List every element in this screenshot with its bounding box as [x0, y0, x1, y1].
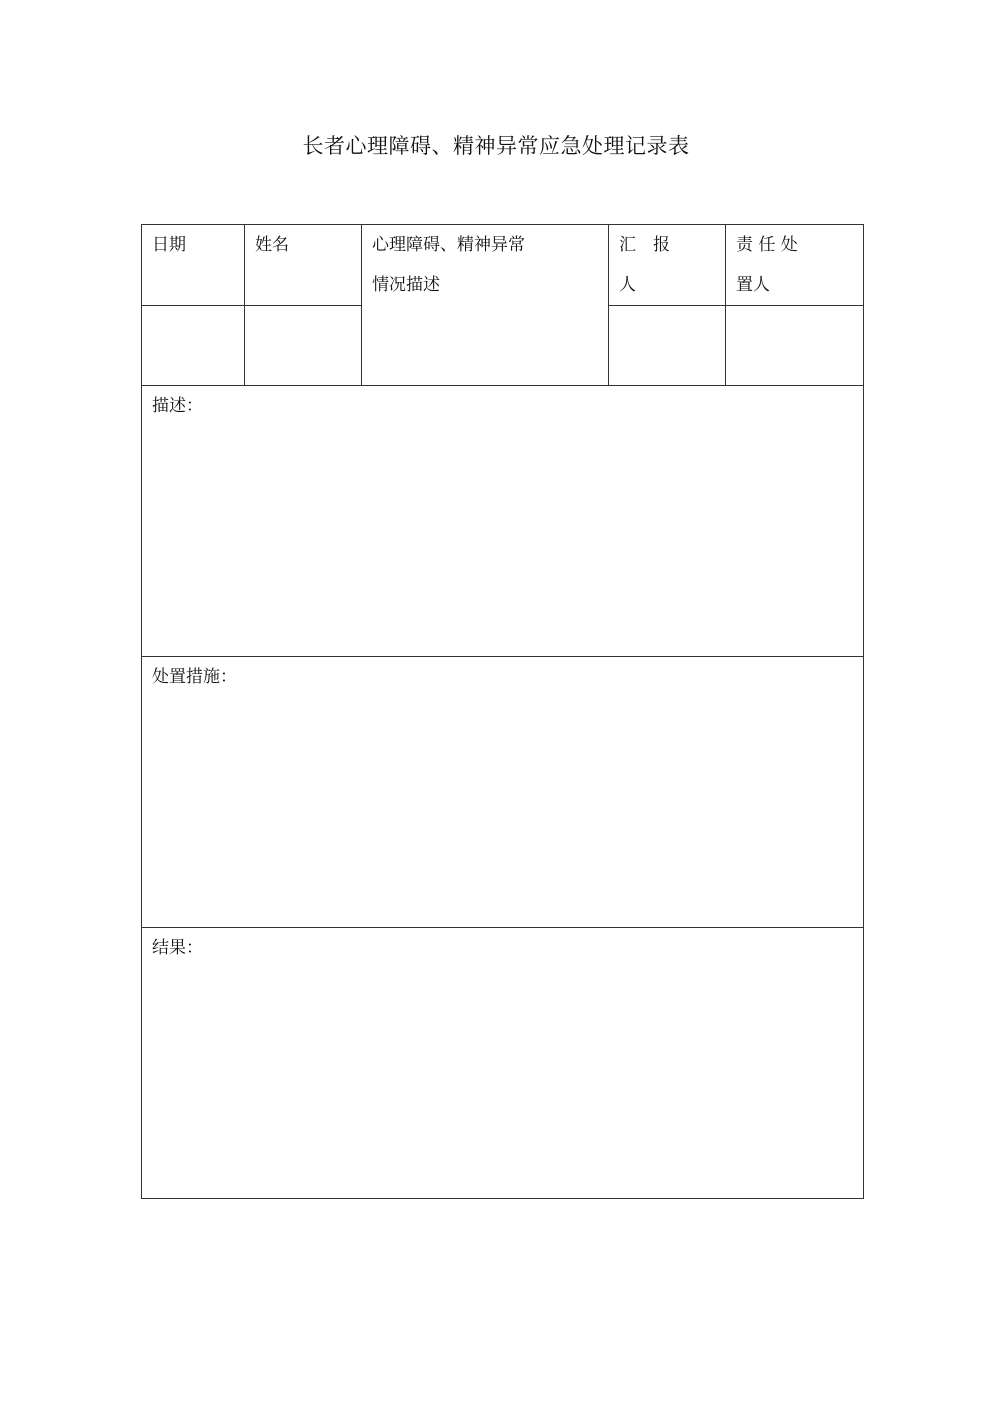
result-row — [142, 928, 864, 1199]
situation-header-cell — [362, 225, 609, 386]
record-table — [141, 224, 864, 1199]
page-title: 长者心理障碍、精神异常应急处理记录表 — [302, 134, 690, 158]
description-section[interactable] — [142, 386, 864, 657]
reporter-entry-cell[interactable] — [609, 306, 726, 386]
name-header-cell — [245, 225, 362, 306]
description-label: 描述： — [152, 396, 203, 416]
result-section[interactable] — [142, 928, 864, 1199]
handler-entry-cell[interactable] — [726, 306, 864, 386]
handler-header-cell — [726, 225, 864, 306]
situation-header: 心理障碍、精神异常 情况描述 — [372, 235, 525, 295]
description-row — [142, 386, 864, 657]
name-entry-cell[interactable] — [245, 306, 362, 386]
measures-row — [142, 657, 864, 928]
result-label: 结果： — [152, 938, 203, 958]
measures-section[interactable] — [142, 657, 864, 928]
header-row — [142, 225, 864, 306]
handler-header: 责 任 处 置人 — [736, 235, 798, 295]
date-header: 日期 — [152, 235, 186, 255]
name-header: 姓名 — [255, 235, 289, 255]
date-header-cell — [142, 225, 245, 306]
measures-label: 处置措施： — [152, 667, 237, 687]
reporter-header: 汇 报 人 — [619, 235, 670, 295]
reporter-header-cell — [609, 225, 726, 306]
date-entry-cell[interactable] — [142, 306, 245, 386]
